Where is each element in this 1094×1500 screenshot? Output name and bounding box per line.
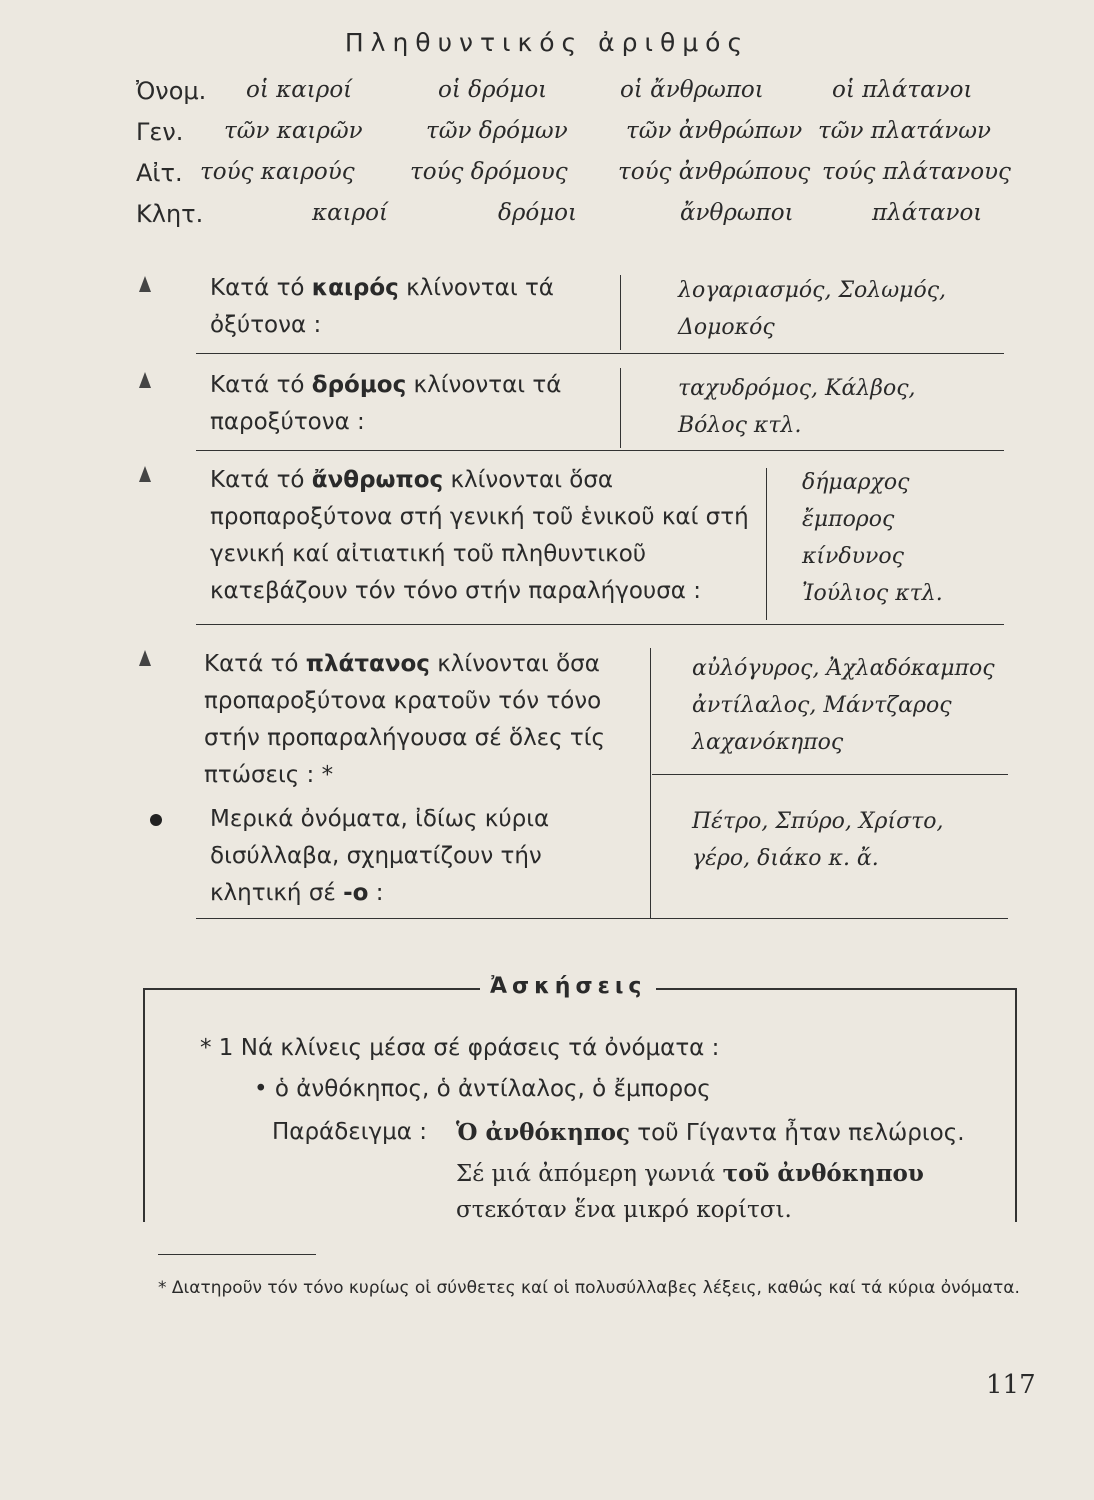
- rule-keyword: καιρός: [311, 275, 399, 301]
- form-cell: τῶν καιρῶν: [224, 118, 363, 144]
- case-label: Κλητ.: [136, 200, 204, 228]
- form-cell: τῶν δρόμων: [426, 118, 568, 144]
- rule-text: [210, 270, 610, 344]
- rule-text: [210, 367, 610, 441]
- rule-text-part: κλίνονται τά παροξύτονα :: [210, 372, 562, 435]
- footnote-divider: [158, 1254, 316, 1255]
- rule-text: [204, 646, 644, 794]
- rule-text-part: κλίνονται τά ὀξύτονα :: [210, 275, 554, 338]
- bullet-icon: [150, 814, 162, 826]
- rule-text-part: :: [368, 880, 384, 906]
- exercise-words: • ὁ ἀνθόκηπος, ὁ ἀντίλαλος, ὁ ἔμπορος: [254, 1076, 711, 1102]
- section-divider: [196, 353, 1004, 354]
- rule-text-part: κλίνονται ὅσα προπαροξύτονα στή γενική τοῦ ἑνικοῦ καί στή γενική καί αἰτιατική τοῦ πληθυντικοῦ κατεβάζουν τόν τόνο στήν παραλήγουσα :: [210, 467, 749, 604]
- rule-keyword: -ο: [343, 880, 369, 906]
- case-label: Αἰτ.: [136, 159, 183, 187]
- rule-text-part: Κατά τό: [210, 275, 312, 301]
- example-keyword: τοῦ ἀνθόκηπου: [722, 1160, 924, 1187]
- form-cell: τῶν ἀνθρώπων: [626, 118, 803, 144]
- rule-keyword: πλάτανος: [305, 651, 430, 677]
- example-sentence: [456, 1119, 965, 1146]
- exercise-item: * 1 Νά κλίνεις μέσα σέ φράσεις τά ὀνόματα :: [200, 1035, 720, 1061]
- section-divider: [196, 624, 1004, 625]
- case-label: Ὀνομ.: [136, 77, 207, 105]
- form-cell: πλάτανοι: [872, 200, 983, 226]
- rule-examples: λογαριασμός, Σολωμός, Δομοκός: [678, 278, 947, 340]
- column-divider: [766, 468, 767, 620]
- triangle-marker-icon: [139, 650, 151, 666]
- rule-examples: αὐλόγυρος, Ἀχλαδόκαμπος ἀντίλαλος, Μάντζαρος λαχανόκηπος: [692, 656, 995, 755]
- rule-text-part: Κατά τό: [204, 651, 306, 677]
- form-cell: οἱ ἄνθρωποι: [620, 77, 764, 103]
- footnote: * Διατηροῦν τόν τόνο κυρίως οἱ σύνθετες καί οἱ πολυσύλλαβες λέξεις, καθώς καί τά κύρια ὀνόματα.: [158, 1278, 1020, 1298]
- example-label: Παράδειγμα :: [272, 1119, 427, 1145]
- rule-text: [210, 801, 640, 912]
- rule-text-part: κλίνονται ὅσα προπαροξύτονα κρατοῦν τόν τόνο στήν προπαραλήγουσα σέ ὅλες τίς πτώσεις : *: [204, 651, 606, 788]
- rule-text-part: Κατά τό: [210, 467, 312, 493]
- triangle-marker-icon: [139, 276, 151, 292]
- section-divider: [196, 450, 1004, 451]
- exercises-title: Ἀσκήσεις: [480, 974, 656, 999]
- form-cell: τῶν πλατάνων: [818, 118, 991, 144]
- page-title: Πληθυντικός ἀριθμός: [344, 28, 750, 57]
- example-text: στεκόταν ἕνα μικρό κορίτσι.: [456, 1197, 792, 1223]
- form-cell: ἄνθρωποι: [680, 200, 794, 226]
- rule-keyword: δρόμος: [311, 372, 407, 398]
- rule-examples: Πέτρο, Σπύρο, Χρίστο, γέρο, διάκο κ. ἄ.: [692, 809, 944, 871]
- rule-text: [210, 462, 755, 610]
- form-cell: οἱ δρόμοι: [438, 77, 548, 103]
- form-cell: τούς ἀνθρώπους: [618, 159, 811, 185]
- example-text: τοῦ Γίγαντα ἦταν πελώριος.: [629, 1120, 965, 1146]
- page-number: 117: [986, 1370, 1036, 1400]
- example-keyword: Ὁ ἀνθόκηπος: [456, 1119, 630, 1146]
- rule-keyword: ἄνθρωπος: [311, 467, 444, 493]
- rule-text-part: Κατά τό: [210, 372, 312, 398]
- rule-examples: δήμαρχος ἔμπορος κίνδυνος Ἰούλιος κτλ.: [802, 470, 943, 606]
- rule-text-part: Μερικά ὀνόματα, ἰδίως κύρια δισύλλαβα, σχηματίζουν τήν κλητική σέ: [210, 806, 550, 906]
- form-cell: καιροί: [312, 200, 389, 226]
- column-divider: [650, 648, 651, 918]
- triangle-marker-icon: [139, 466, 151, 482]
- form-cell: οἱ πλάτανοι: [832, 77, 973, 103]
- section-divider: [652, 774, 1008, 775]
- triangle-marker-icon: [139, 372, 151, 388]
- column-divider: [620, 368, 621, 448]
- form-cell: τούς πλάτανους: [822, 159, 1011, 185]
- form-cell: τούς καιρούς: [200, 159, 355, 185]
- case-label: Γεν.: [136, 118, 184, 146]
- rule-examples: ταχυδρόμος, Κάλβος, Βόλος κτλ.: [678, 376, 916, 438]
- example-text: Σέ μιά ἀπόμερη γωνιά: [456, 1161, 723, 1187]
- form-cell: δρόμοι: [498, 200, 578, 226]
- form-cell: τούς δρόμους: [410, 159, 568, 185]
- example-sentence-2: [456, 1156, 996, 1228]
- column-divider: [620, 275, 621, 350]
- section-divider: [196, 918, 1008, 919]
- form-cell: οἱ καιροί: [246, 77, 353, 103]
